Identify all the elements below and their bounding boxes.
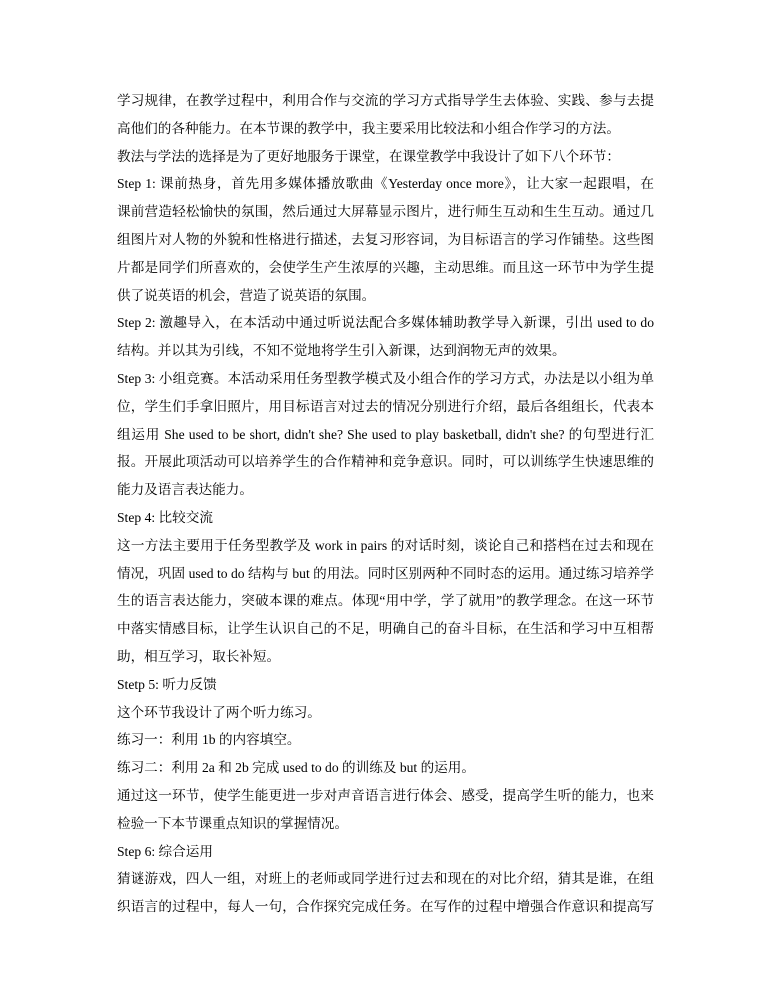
text-line: 能力及语言表达能力。	[117, 482, 253, 498]
section-heading: Stetp 5: 听力反馈	[117, 676, 217, 692]
text-line: 片都是同学们所喜欢的，会使学生产生浓厚的兴趣，主动思维。而且这一环节中为学生提	[117, 259, 654, 275]
text-line: 位，学生们手拿旧照片，用目标语言对过去的情况分别进行介绍，最后各组组长，代表本	[117, 398, 654, 414]
text-line: 这个环节我设计了两个听力练习。	[117, 704, 321, 720]
text-line: 猜谜游戏，四人一组，对班上的老师或同学进行过去和现在的对比介绍，猜其是谁，在组	[117, 871, 654, 887]
section-heading: Step 6: 综合运用	[117, 843, 213, 859]
text-line: 课前营造轻松愉快的氛围，然后通过大屏幕显示图片，进行师生互动和生生互动。通过几	[117, 204, 654, 220]
text-line: 学习规律，在教学过程中，利用合作与交流的学习方式指导学生去体验、实践、参与去提	[117, 93, 654, 108]
text-line: 生的语言表达能力，突破本课的难点。体现“用中学，学了就用”的教学理念。在这一环节	[117, 593, 654, 609]
text-line: 组运用 She used to be short, didn't she? She used to play basketball, didn't she? 的句型进行汇	[117, 426, 654, 442]
text-line: 教法与学法的选择是为了更好地服务于课堂，在课堂教学中我设计了如下八个环节：	[117, 148, 620, 164]
text-line: 助，相互学习，取长补短。	[117, 648, 281, 664]
text-line: Step 2: 激趣导入，在本活动中通过听说法配合多媒体辅助教学导入新课，引出 used to do	[117, 315, 654, 331]
text-line: 这一方法主要用于任务型教学及 work in pairs 的对话时刻，谈论自己和搭档在过去和现在	[117, 537, 654, 553]
text-line: 组图片对人物的外貌和性格进行描述，去复习形容词，为目标语言的学习作铺垫。这些图	[117, 231, 654, 247]
text-line: 报。开展此项活动可以培养学生的合作精神和竞争意识。同时，可以训练学生快速思维的	[117, 454, 654, 470]
text-line: 练习二：利用 2a 和 2b 完成 used to do 的训练及 but 的运用。	[117, 760, 475, 776]
section-heading: Step 4: 比较交流	[117, 509, 213, 525]
text-line: 情况，巩固 used to do 结构与 but 的用法。同时区别两种不同时态的运用。通过练习培养学	[117, 565, 654, 581]
text-line: 练习一：利用 1b 的内容填空。	[117, 732, 301, 748]
text-line: Step 3: 小组竞赛。本活动采用任务型教学模式及小组合作的学习方式，办法是以小组为单	[117, 370, 654, 386]
text-line: 通过这一环节，使学生能更进一步对声音语言进行体会、感受，提高学生听的能力，也来	[117, 787, 654, 803]
text-line: 结构。并以其为引线，不知不觉地将学生引入新课，达到润物无声的效果。	[117, 343, 566, 359]
text-line: 高他们的各种能力。在本节课的教学中，我主要采用比较法和小组合作学习的方法。	[117, 120, 620, 136]
body-text	[117, 87, 654, 921]
text-line: 检验一下本节课重点知识的掌握情况。	[117, 815, 349, 831]
text-line: 织语言的过程中，每人一句，合作探究完成任务。在写作的过程中增强合作意识和提高写	[117, 899, 654, 915]
text-line: 中落实情感目标，让学生认识自己的不足，明确自己的奋斗目标，在生活和学习中互相帮	[117, 621, 654, 637]
text-line: 供了说英语的机会，营造了说英语的氛围。	[117, 287, 376, 303]
text-line: Step 1: 课前热身，首先用多媒体播放歌曲《Yesterday once more》，让大家一起跟唱，在	[117, 176, 654, 192]
